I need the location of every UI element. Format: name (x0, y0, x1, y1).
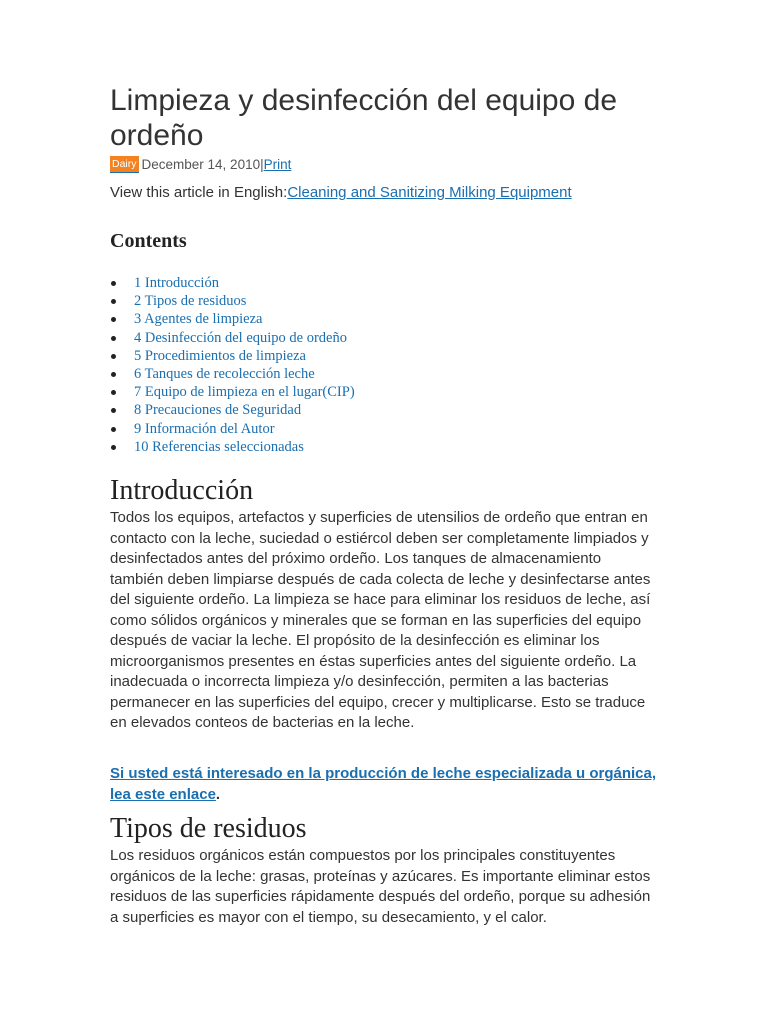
organic-dairy-link[interactable]: Si usted está interesado en la producción de leche especializada u orgánica, lea este enlace (110, 765, 657, 803)
toc-link[interactable]: 9 Información del Autor (134, 420, 275, 437)
section-heading-tipos-de-residuos: Tipos de residuos (110, 813, 307, 844)
toc-item (110, 274, 355, 292)
toc-item (110, 438, 355, 456)
english-version-line (110, 184, 572, 201)
section-heading-introduccion: Introducción (110, 475, 254, 506)
toc-item (110, 420, 355, 438)
bullet-icon (111, 390, 116, 395)
toc-item (110, 310, 355, 328)
toc-item (110, 329, 355, 347)
toc-link[interactable]: 10 Referencias seleccionadas (134, 438, 304, 455)
toc-link[interactable]: 8 Precauciones de Seguridad (134, 402, 302, 419)
bullet-icon (111, 354, 116, 359)
toc-link[interactable]: 1 Introducción (134, 275, 219, 291)
contents-heading: Contents (110, 230, 187, 252)
publish-date: December 14, 2010 (141, 156, 261, 172)
toc-link[interactable]: 4 Desinfección del equipo de ordeño (134, 329, 347, 346)
bullet-icon (111, 408, 116, 413)
bullet-icon (111, 445, 116, 450)
tipos-paragraph: Los residuos orgánicos están compuestos por los principales constituyentes orgánicos de la leche: grasas, proteínas y azúcares. Es importante eliminar estos residuos de las superficies rápidamente después del ordeño, porque su adhesión a superficies es mayor con el tiempo, su desecamiento, y el calor. (110, 847, 651, 926)
english-version-link[interactable]: Cleaning and Sanitizing Milking Equipment (287, 184, 572, 201)
toc-item (110, 383, 355, 401)
toc-item (110, 401, 355, 419)
toc-item (110, 347, 355, 365)
toc-link[interactable]: 5 Procedimientos de limpieza (134, 347, 306, 364)
toc-link[interactable]: 3 Agentes de limpieza (134, 311, 263, 328)
table-of-contents (110, 274, 355, 456)
category-tag[interactable]: Dairy (110, 156, 139, 173)
bullet-icon (111, 281, 116, 286)
toc-link[interactable]: 2 Tipos de residuos (134, 293, 247, 310)
bullet-icon (111, 372, 116, 377)
article-title: Limpieza y desinfección del equipo de ordeño (110, 84, 617, 152)
toc-link[interactable]: 7 Equipo de limpieza en el lugar(CIP) (134, 384, 355, 401)
bullet-icon (111, 299, 116, 304)
toc-item (110, 292, 355, 310)
intro-paragraph: Todos los equipos, artefactos y superficies de utensilios de ordeño que entran en contacto con la leche, suciedad o estiércol deben ser completamente limpiados y desinfectados antes del próximo ordeño. Los tanques de almacenamiento también deben limpiarse después de cada colecta de leche y desinfectarse antes del siguiente ordeño. La limpieza se hace para eliminar los residuos de leche, así como sólidos orgánicos y minerales que se forman en las superficies del equipo después de vaciar la leche. El propósito de la desinfección es eliminar los microorganismos presentes en éstas superficies antes del siguiente ordeño. La inadecuada o incorrecta limpieza y/o desinfección, permiten a las bacterias permanecer en las superficies del equipo, crecer y multiplicarse. Esto se traduce en elevados conteos de bacterias en la leche. (110, 509, 651, 731)
toc-link[interactable]: 6 Tanques de recolección leche (134, 365, 315, 382)
promo-line (110, 764, 658, 805)
promo-period: . (215, 785, 221, 803)
print-link[interactable]: Print (263, 156, 292, 172)
toc-item (110, 365, 355, 383)
article-meta (110, 155, 291, 173)
meta-separator: | (260, 156, 264, 172)
bullet-icon (111, 427, 116, 432)
bullet-icon (111, 317, 116, 322)
bullet-icon (111, 336, 116, 341)
english-version-prefix: View this article in English: (110, 184, 288, 201)
